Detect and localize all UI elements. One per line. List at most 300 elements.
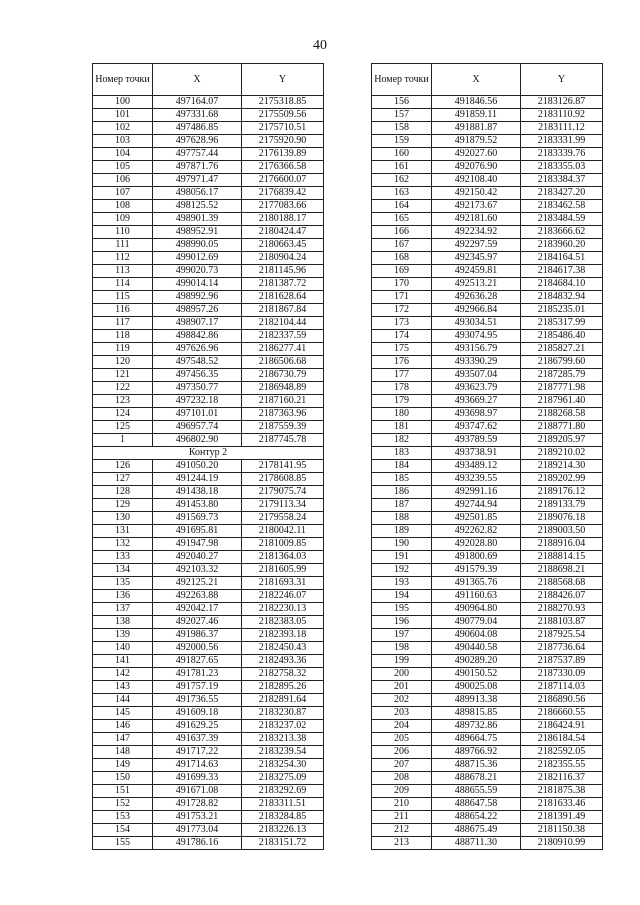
y-coordinate-cell: 2181009.85 — [242, 538, 324, 551]
table-row — [93, 109, 324, 122]
x-coordinate-cell: 497971.47 — [153, 174, 242, 187]
y-coordinate-cell: 2180042.11 — [242, 525, 324, 538]
table-row — [372, 590, 603, 603]
table-row — [93, 772, 324, 785]
y-coordinate-cell: 2182104.44 — [242, 317, 324, 330]
y-coordinate-cell: 2187771.98 — [521, 382, 603, 395]
x-coordinate-cell: 493623.79 — [432, 382, 521, 395]
y-coordinate-cell: 2187160.21 — [242, 395, 324, 408]
y-coordinate-cell: 2178141.95 — [242, 460, 324, 473]
y-coordinate-cell: 2187736.64 — [521, 642, 603, 655]
point-number-cell: 174 — [372, 330, 432, 343]
header-y: Y — [521, 64, 603, 96]
x-coordinate-cell: 496957.74 — [153, 421, 242, 434]
table-row — [93, 733, 324, 746]
point-number-cell: 102 — [93, 122, 153, 135]
x-coordinate-cell: 489815.85 — [432, 707, 521, 720]
point-number-cell: 152 — [93, 798, 153, 811]
y-coordinate-cell: 2176839.42 — [242, 187, 324, 200]
point-number-cell: 205 — [372, 733, 432, 746]
point-number-cell: 117 — [93, 317, 153, 330]
y-coordinate-cell: 2188698.21 — [521, 564, 603, 577]
x-coordinate-cell: 492173.67 — [432, 200, 521, 213]
table-row — [372, 798, 603, 811]
x-coordinate-cell: 493507.04 — [432, 369, 521, 382]
y-coordinate-cell: 2182450.43 — [242, 642, 324, 655]
point-number-cell: 199 — [372, 655, 432, 668]
table-row — [372, 746, 603, 759]
y-coordinate-cell: 2183226.13 — [242, 824, 324, 837]
y-coordinate-cell: 2182230.13 — [242, 603, 324, 616]
y-coordinate-cell: 2189202.99 — [521, 473, 603, 486]
table-row — [372, 317, 603, 330]
x-coordinate-cell: 490440.58 — [432, 642, 521, 655]
y-coordinate-cell: 2183960.20 — [521, 239, 603, 252]
table-row — [372, 356, 603, 369]
table-row — [372, 525, 603, 538]
point-number-cell: 107 — [93, 187, 153, 200]
point-number-cell: 144 — [93, 694, 153, 707]
table-row — [372, 629, 603, 642]
x-coordinate-cell: 491773.04 — [153, 824, 242, 837]
x-coordinate-cell: 497486.85 — [153, 122, 242, 135]
point-number-cell: 155 — [93, 837, 153, 850]
point-number-cell: 146 — [93, 720, 153, 733]
y-coordinate-cell: 2182246.07 — [242, 590, 324, 603]
point-number-cell: 163 — [372, 187, 432, 200]
y-coordinate-cell: 2180910.99 — [521, 837, 603, 850]
point-number-cell: 186 — [372, 486, 432, 499]
point-number-cell: 210 — [372, 798, 432, 811]
table-row — [93, 291, 324, 304]
point-number-cell: 139 — [93, 629, 153, 642]
table-row — [93, 811, 324, 824]
point-number-cell: 1 — [93, 434, 153, 447]
table-row — [372, 408, 603, 421]
table-row — [372, 681, 603, 694]
x-coordinate-cell: 498842.86 — [153, 330, 242, 343]
y-coordinate-cell: 2187285.79 — [521, 369, 603, 382]
header-y: Y — [242, 64, 324, 96]
point-number-cell: 137 — [93, 603, 153, 616]
table-row — [372, 642, 603, 655]
coordinates-table-right — [371, 63, 603, 850]
table-row — [93, 174, 324, 187]
section-title: Контур 2 — [93, 447, 324, 460]
x-coordinate-cell: 492262.82 — [432, 525, 521, 538]
x-coordinate-cell: 493390.29 — [432, 356, 521, 369]
x-coordinate-cell: 492150.42 — [432, 187, 521, 200]
y-coordinate-cell: 2185317.99 — [521, 317, 603, 330]
table-row — [372, 486, 603, 499]
x-coordinate-cell: 492027.46 — [153, 616, 242, 629]
y-coordinate-cell: 2183254.30 — [242, 759, 324, 772]
y-coordinate-cell: 2181391.49 — [521, 811, 603, 824]
y-coordinate-cell: 2182383.05 — [242, 616, 324, 629]
table-row — [372, 551, 603, 564]
x-coordinate-cell: 496802.90 — [153, 434, 242, 447]
table-row — [372, 122, 603, 135]
y-coordinate-cell: 2186890.56 — [521, 694, 603, 707]
table-row — [372, 200, 603, 213]
x-coordinate-cell: 491827.65 — [153, 655, 242, 668]
table-header-row — [372, 64, 603, 96]
point-number-cell: 133 — [93, 551, 153, 564]
table-row — [372, 460, 603, 473]
table-row — [372, 161, 603, 174]
coordinates-table-left — [92, 63, 324, 850]
y-coordinate-cell: 2181150.38 — [521, 824, 603, 837]
header-x: X — [432, 64, 521, 96]
point-number-cell: 149 — [93, 759, 153, 772]
point-number-cell: 190 — [372, 538, 432, 551]
point-number-cell: 203 — [372, 707, 432, 720]
x-coordinate-cell: 492027.60 — [432, 148, 521, 161]
x-coordinate-cell: 493034.51 — [432, 317, 521, 330]
table-row — [93, 655, 324, 668]
point-number-cell: 208 — [372, 772, 432, 785]
point-number-cell: 150 — [93, 772, 153, 785]
point-number-cell: 113 — [93, 265, 153, 278]
table-row — [372, 668, 603, 681]
y-coordinate-cell: 2186660.55 — [521, 707, 603, 720]
point-number-cell: 112 — [93, 252, 153, 265]
table-row — [93, 551, 324, 564]
table-row — [93, 668, 324, 681]
y-coordinate-cell: 2183484.59 — [521, 213, 603, 226]
point-number-cell: 127 — [93, 473, 153, 486]
point-number-cell: 187 — [372, 499, 432, 512]
point-number-cell: 191 — [372, 551, 432, 564]
x-coordinate-cell: 493747.62 — [432, 421, 521, 434]
y-coordinate-cell: 2176139.89 — [242, 148, 324, 161]
y-coordinate-cell: 2187537.89 — [521, 655, 603, 668]
y-coordinate-cell: 2179075.74 — [242, 486, 324, 499]
y-coordinate-cell: 2182895.26 — [242, 681, 324, 694]
table-row — [93, 837, 324, 850]
point-number-cell: 211 — [372, 811, 432, 824]
y-coordinate-cell: 2178608.85 — [242, 473, 324, 486]
y-coordinate-cell: 2181633.46 — [521, 798, 603, 811]
y-coordinate-cell: 2183237.02 — [242, 720, 324, 733]
point-number-cell: 192 — [372, 564, 432, 577]
x-coordinate-cell: 492040.27 — [153, 551, 242, 564]
x-coordinate-cell: 497626.96 — [153, 343, 242, 356]
x-coordinate-cell: 491986.37 — [153, 629, 242, 642]
table-row — [372, 577, 603, 590]
point-number-cell: 145 — [93, 707, 153, 720]
point-number-cell: 168 — [372, 252, 432, 265]
table-row — [93, 512, 324, 525]
point-number-cell: 157 — [372, 109, 432, 122]
y-coordinate-cell: 2188916.04 — [521, 538, 603, 551]
table-body-left — [93, 96, 324, 850]
table-row — [372, 109, 603, 122]
table-row — [372, 382, 603, 395]
y-coordinate-cell: 2179558.24 — [242, 512, 324, 525]
x-coordinate-cell: 492042.17 — [153, 603, 242, 616]
page-number: 40 — [313, 38, 327, 53]
x-coordinate-cell: 491736.55 — [153, 694, 242, 707]
table-row — [93, 122, 324, 135]
point-number-cell: 164 — [372, 200, 432, 213]
y-coordinate-cell: 2183331.99 — [521, 135, 603, 148]
x-coordinate-cell: 497164.07 — [153, 96, 242, 109]
x-coordinate-cell: 488715.36 — [432, 759, 521, 772]
table-row — [93, 434, 324, 447]
y-coordinate-cell: 2188426.07 — [521, 590, 603, 603]
table-row — [93, 759, 324, 772]
x-coordinate-cell: 489766.92 — [432, 746, 521, 759]
point-number-cell: 111 — [93, 239, 153, 252]
y-coordinate-cell: 2189133.79 — [521, 499, 603, 512]
table-row — [93, 356, 324, 369]
point-number-cell: 123 — [93, 395, 153, 408]
y-coordinate-cell: 2182592.05 — [521, 746, 603, 759]
table-row — [93, 785, 324, 798]
point-number-cell: 167 — [372, 239, 432, 252]
table-row — [372, 278, 603, 291]
y-coordinate-cell: 2187925.54 — [521, 629, 603, 642]
table-row — [372, 499, 603, 512]
y-coordinate-cell: 2183151.72 — [242, 837, 324, 850]
point-number-cell: 106 — [93, 174, 153, 187]
x-coordinate-cell: 491637.39 — [153, 733, 242, 746]
y-coordinate-cell: 2183462.58 — [521, 200, 603, 213]
y-coordinate-cell: 2181145.96 — [242, 265, 324, 278]
table-row — [93, 330, 324, 343]
point-number-cell: 179 — [372, 395, 432, 408]
point-number-cell: 213 — [372, 837, 432, 850]
header-x: X — [153, 64, 242, 96]
x-coordinate-cell: 491717.22 — [153, 746, 242, 759]
y-coordinate-cell: 2181364.03 — [242, 551, 324, 564]
x-coordinate-cell: 498125.52 — [153, 200, 242, 213]
table-row — [93, 317, 324, 330]
x-coordinate-cell: 497548.52 — [153, 356, 242, 369]
y-coordinate-cell: 2175920.90 — [242, 135, 324, 148]
y-coordinate-cell: 2182355.55 — [521, 759, 603, 772]
point-number-cell: 161 — [372, 161, 432, 174]
point-number-cell: 172 — [372, 304, 432, 317]
x-coordinate-cell: 490150.52 — [432, 668, 521, 681]
table-row — [372, 369, 603, 382]
table-row — [93, 486, 324, 499]
y-coordinate-cell: 2180188.17 — [242, 213, 324, 226]
table-row — [93, 148, 324, 161]
x-coordinate-cell: 493738.91 — [432, 447, 521, 460]
point-number-cell: 188 — [372, 512, 432, 525]
point-number-cell: 142 — [93, 668, 153, 681]
y-coordinate-cell: 2182393.18 — [242, 629, 324, 642]
x-coordinate-cell: 498990.05 — [153, 239, 242, 252]
point-number-cell: 173 — [372, 317, 432, 330]
x-coordinate-cell: 490604.08 — [432, 629, 521, 642]
x-coordinate-cell: 491881.87 — [432, 122, 521, 135]
x-coordinate-cell: 497331.68 — [153, 109, 242, 122]
x-coordinate-cell: 497871.76 — [153, 161, 242, 174]
x-coordinate-cell: 492501.85 — [432, 512, 521, 525]
table-row — [372, 538, 603, 551]
y-coordinate-cell: 2181628.64 — [242, 291, 324, 304]
x-coordinate-cell: 488655.59 — [432, 785, 521, 798]
y-coordinate-cell: 2187559.39 — [242, 421, 324, 434]
table-row — [372, 603, 603, 616]
x-coordinate-cell: 492513.21 — [432, 278, 521, 291]
point-number-cell: 143 — [93, 681, 153, 694]
y-coordinate-cell: 2188268.58 — [521, 408, 603, 421]
table-row — [93, 681, 324, 694]
point-number-cell: 115 — [93, 291, 153, 304]
point-number-cell: 119 — [93, 343, 153, 356]
x-coordinate-cell: 492103.32 — [153, 564, 242, 577]
y-coordinate-cell: 2183427.20 — [521, 187, 603, 200]
y-coordinate-cell: 2180663.45 — [242, 239, 324, 252]
x-coordinate-cell: 492000.56 — [153, 642, 242, 655]
table-row — [93, 135, 324, 148]
table-row — [93, 525, 324, 538]
y-coordinate-cell: 2183111.12 — [521, 122, 603, 135]
table-row — [93, 265, 324, 278]
y-coordinate-cell: 2186948.89 — [242, 382, 324, 395]
table-row — [93, 421, 324, 434]
table-row — [93, 746, 324, 759]
x-coordinate-cell: 488675.49 — [432, 824, 521, 837]
x-coordinate-cell: 498992.96 — [153, 291, 242, 304]
y-coordinate-cell: 2183311.51 — [242, 798, 324, 811]
x-coordinate-cell: 492636.28 — [432, 291, 521, 304]
x-coordinate-cell: 498901.39 — [153, 213, 242, 226]
table-row — [372, 343, 603, 356]
y-coordinate-cell: 2183110.92 — [521, 109, 603, 122]
table-row — [93, 278, 324, 291]
point-number-cell: 151 — [93, 785, 153, 798]
x-coordinate-cell: 488678.21 — [432, 772, 521, 785]
y-coordinate-cell: 2175509.56 — [242, 109, 324, 122]
x-coordinate-cell: 492459.81 — [432, 265, 521, 278]
point-number-cell: 108 — [93, 200, 153, 213]
table-row — [93, 369, 324, 382]
point-number-cell: 193 — [372, 577, 432, 590]
x-coordinate-cell: 490779.04 — [432, 616, 521, 629]
point-number-cell: 103 — [93, 135, 153, 148]
x-coordinate-cell: 489664.75 — [432, 733, 521, 746]
table-row — [93, 577, 324, 590]
y-coordinate-cell: 2186277.41 — [242, 343, 324, 356]
x-coordinate-cell: 488647.58 — [432, 798, 521, 811]
table-row — [372, 707, 603, 720]
y-coordinate-cell: 2180904.24 — [242, 252, 324, 265]
point-number-cell: 131 — [93, 525, 153, 538]
y-coordinate-cell: 2177083.66 — [242, 200, 324, 213]
point-number-cell: 196 — [372, 616, 432, 629]
y-coordinate-cell: 2181387.72 — [242, 278, 324, 291]
table-row — [93, 408, 324, 421]
y-coordinate-cell: 2187114.03 — [521, 681, 603, 694]
x-coordinate-cell: 491671.08 — [153, 785, 242, 798]
x-coordinate-cell: 492181.60 — [432, 213, 521, 226]
y-coordinate-cell: 2188814.15 — [521, 551, 603, 564]
y-coordinate-cell: 2187745.78 — [242, 434, 324, 447]
y-coordinate-cell: 2182493.36 — [242, 655, 324, 668]
table-row — [93, 642, 324, 655]
table-row — [93, 720, 324, 733]
x-coordinate-cell: 490964.80 — [432, 603, 521, 616]
x-coordinate-cell: 491699.33 — [153, 772, 242, 785]
table-row — [372, 512, 603, 525]
point-number-cell: 153 — [93, 811, 153, 824]
y-coordinate-cell: 2183666.62 — [521, 226, 603, 239]
table-row — [93, 824, 324, 837]
point-number-cell: 154 — [93, 824, 153, 837]
x-coordinate-cell: 492125.21 — [153, 577, 242, 590]
x-coordinate-cell: 490025.08 — [432, 681, 521, 694]
x-coordinate-cell: 497456.35 — [153, 369, 242, 382]
x-coordinate-cell: 492744.94 — [432, 499, 521, 512]
y-coordinate-cell: 2184832.94 — [521, 291, 603, 304]
table-row — [372, 694, 603, 707]
y-coordinate-cell: 2185486.40 — [521, 330, 603, 343]
x-coordinate-cell: 499014.14 — [153, 278, 242, 291]
table-row — [372, 759, 603, 772]
x-coordinate-cell: 497232.18 — [153, 395, 242, 408]
y-coordinate-cell: 2180424.47 — [242, 226, 324, 239]
point-number-cell: 171 — [372, 291, 432, 304]
table-row — [372, 447, 603, 460]
x-coordinate-cell: 491800.69 — [432, 551, 521, 564]
table-row — [372, 96, 603, 109]
table-row — [372, 187, 603, 200]
table-row — [93, 382, 324, 395]
y-coordinate-cell: 2183355.03 — [521, 161, 603, 174]
point-number-cell: 204 — [372, 720, 432, 733]
table-row — [372, 252, 603, 265]
y-coordinate-cell: 2179113.34 — [242, 499, 324, 512]
table-row — [93, 629, 324, 642]
header-point-number: Номер точки — [372, 64, 432, 96]
table-row — [93, 252, 324, 265]
x-coordinate-cell: 493074.95 — [432, 330, 521, 343]
table-row — [93, 161, 324, 174]
table-row — [372, 265, 603, 278]
point-number-cell: 207 — [372, 759, 432, 772]
point-number-cell: 128 — [93, 486, 153, 499]
y-coordinate-cell: 2183384.37 — [521, 174, 603, 187]
point-number-cell: 198 — [372, 642, 432, 655]
x-coordinate-cell: 492076.90 — [432, 161, 521, 174]
x-coordinate-cell: 490289.20 — [432, 655, 521, 668]
y-coordinate-cell: 2184164.51 — [521, 252, 603, 265]
point-number-cell: 166 — [372, 226, 432, 239]
x-coordinate-cell: 491244.19 — [153, 473, 242, 486]
x-coordinate-cell: 499020.73 — [153, 265, 242, 278]
point-number-cell: 194 — [372, 590, 432, 603]
point-number-cell: 165 — [372, 213, 432, 226]
x-coordinate-cell: 493698.97 — [432, 408, 521, 421]
point-number-cell: 202 — [372, 694, 432, 707]
x-coordinate-cell: 491714.63 — [153, 759, 242, 772]
table-row — [372, 174, 603, 187]
table-row — [93, 395, 324, 408]
point-number-cell: 118 — [93, 330, 153, 343]
x-coordinate-cell: 491579.39 — [432, 564, 521, 577]
y-coordinate-cell: 2183239.54 — [242, 746, 324, 759]
x-coordinate-cell: 491453.80 — [153, 499, 242, 512]
y-coordinate-cell: 2187363.96 — [242, 408, 324, 421]
table-row — [372, 148, 603, 161]
y-coordinate-cell: 2188270.93 — [521, 603, 603, 616]
y-coordinate-cell: 2183126.87 — [521, 96, 603, 109]
